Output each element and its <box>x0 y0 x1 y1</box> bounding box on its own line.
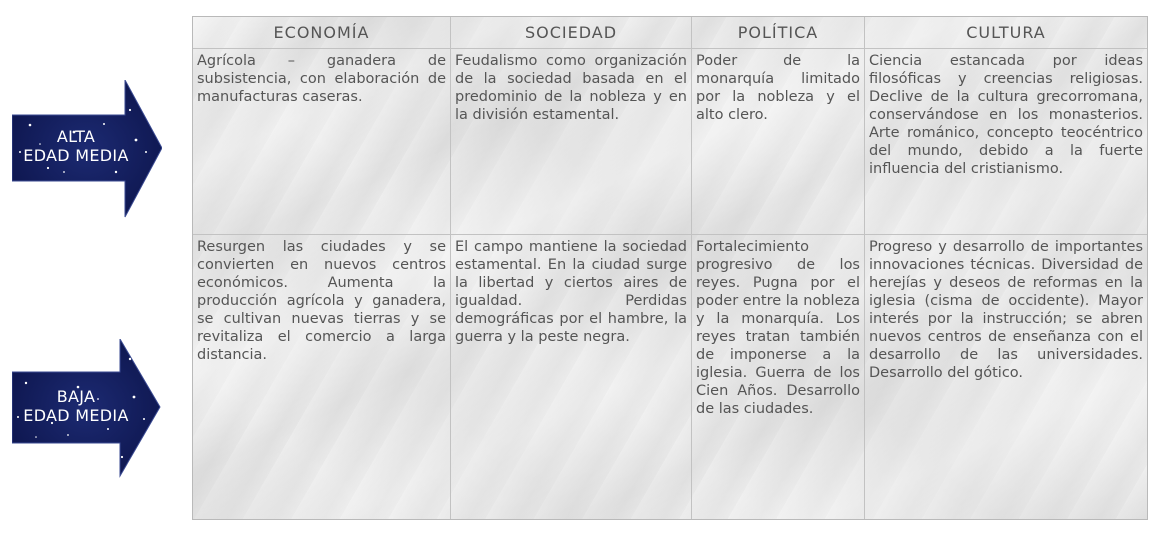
comparison-table <box>192 16 1148 520</box>
arrow-label-line2: EDAD MEDIA <box>23 146 129 165</box>
cell-baja-cultura: Progreso y desarrollo de importantes innovaciones técnicas. Diversidad de herejías y deseos de reformas en la iglesia (cisma de occidente). Mayor interés por la instrucción; se abren nuevos centros de enseñanza con el desarrollo de las universidades. Desarrollo del gótico. <box>869 239 1143 381</box>
cell-baja-politica: Fortalecimiento progresivo de los reyes. Pugna por el poder entre la nobleza y la monarquía. Los reyes tratan también de imponerse a la iglesia. Guerra de los Cien Años. Desarrollo de las ciudades. <box>692 235 865 519</box>
cell-alta-cultura: Ciencia estancada por ideas filosóficas y creencias religiosas. Declive de la cultura grecorromana, conservándose en los monasterios. Arte románico, concepto teocéntrico del mundo, debido a la fuerte influencia del cristianismo. <box>865 49 1147 235</box>
cell-baja-economia: Resurgen las ciudades y se convierten en nuevos centros económicos. Aumenta la producción agrícola y ganadera, se cultivan nuevas tierras y se revitaliza el comercio a larga distancia. <box>193 235 451 519</box>
cell-alta-politica: Poder de la monarquía limitado por la nobleza y el alto clero. <box>692 49 865 235</box>
arrow-label-line1: ALTA <box>56 127 96 146</box>
cell-baja-sociedad: El campo mantiene la sociedad estamental. En la ciudad surge la libertad y ciertos aires de igualdad. Perdidas demográficas por el hambre, la guerra y la peste negra. <box>451 235 692 519</box>
cell-alta-economia: Agrícola – ganadera de subsistencia, con elaboración de manufacturas caseras. <box>193 49 451 235</box>
header-sociedad: SOCIEDAD <box>451 17 692 49</box>
header-cultura: CULTURA <box>865 17 1147 49</box>
arrow-label <box>12 127 140 165</box>
arrow-label-line2: EDAD MEDIA <box>23 406 129 425</box>
arrow-alta-edad-media <box>12 80 162 220</box>
arrow-label-line1: BAJA <box>56 387 96 406</box>
header-politica: POLÍTICA <box>692 17 865 49</box>
cell-alta-sociedad: Feudalismo como organización de la sociedad basada en el predominio de la nobleza y en la división estamental. <box>451 49 692 235</box>
header-economia: ECONOMÍA <box>193 17 451 49</box>
arrow-baja-edad-media <box>12 339 162 479</box>
arrow-label <box>12 387 140 425</box>
